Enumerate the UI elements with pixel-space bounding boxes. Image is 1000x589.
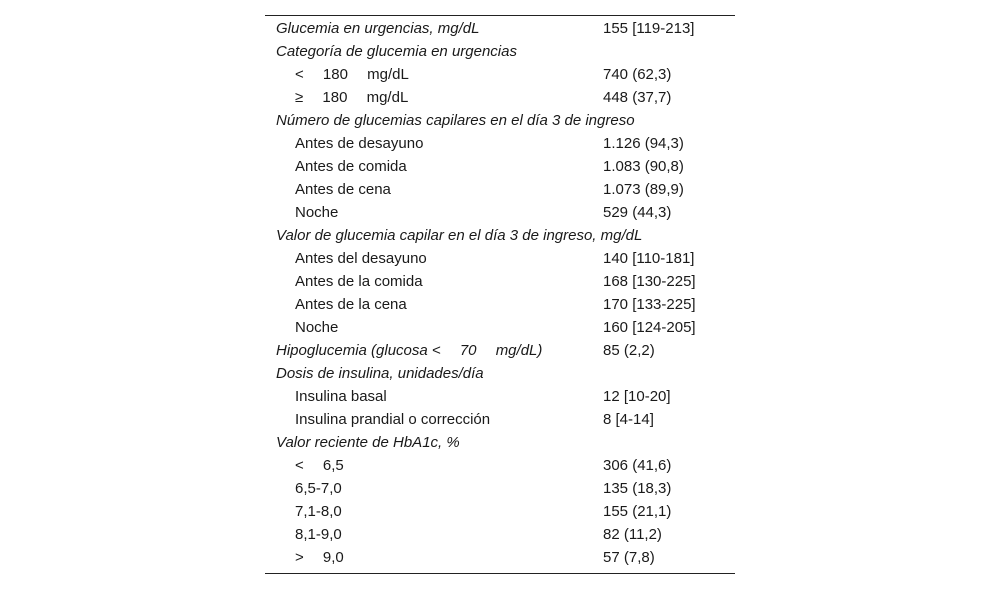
row-value: 57 (7,8) (603, 549, 655, 566)
table-row (265, 155, 735, 178)
row-value: 1.126 (94,3) (603, 135, 684, 152)
clinical-data-table (265, 15, 735, 574)
row-label: Antes de cena (295, 181, 391, 198)
row-label: Insulina prandial o corrección (295, 411, 491, 428)
row-label: Valor de glucemia capilar en el día 3 de ingreso, mg/dL (276, 227, 643, 244)
row-label: > 9,0 (295, 549, 344, 566)
row-value: 140 [110-181] (603, 250, 695, 267)
row-label: Antes de comida (295, 158, 407, 175)
table-row (265, 546, 735, 569)
row-value: 135 (18,3) (603, 480, 672, 497)
table-row (265, 454, 735, 477)
row-value: 170 [133-225] (603, 296, 696, 313)
table-row (265, 500, 735, 523)
row-label: Antes de desayuno (295, 135, 424, 152)
row-label: Valor reciente de HbA1c, % (276, 434, 460, 451)
table-row (265, 109, 735, 132)
row-label: Noche (295, 319, 339, 336)
row-value: 1.073 (89,9) (603, 181, 684, 198)
row-label: Antes del desayuno (295, 250, 427, 267)
table-row (265, 293, 735, 316)
row-value: 1.083 (90,8) (603, 158, 684, 175)
row-label: < 180 mg/dL (295, 66, 409, 83)
row-value: 529 (44,3) (603, 204, 672, 221)
row-label: 6,5-7,0 (295, 480, 342, 497)
table-row (265, 247, 735, 270)
table-row (265, 178, 735, 201)
row-label: Glucemia en urgencias, mg/dL (276, 20, 480, 37)
table-row (265, 17, 735, 40)
row-label: Antes de la cena (295, 296, 407, 313)
table-row (265, 408, 735, 431)
table-row (265, 63, 735, 86)
row-label: Dosis de insulina, unidades/día (276, 365, 484, 382)
table-row (265, 523, 735, 546)
row-label: Número de glucemias capilares en el día 3 de ingreso (276, 112, 635, 129)
row-value: 8 [4-14] (603, 411, 654, 428)
row-value: 155 [119-213] (603, 20, 695, 37)
table-row (265, 40, 735, 63)
row-label: Insulina basal (295, 388, 387, 405)
row-label: 8,1-9,0 (295, 526, 342, 543)
row-label: Antes de la comida (295, 273, 423, 290)
row-label: Hipoglucemia (glucosa < 70 mg/dL) (276, 342, 543, 359)
row-value: 85 (2,2) (603, 342, 655, 359)
row-label: < 6,5 (295, 457, 344, 474)
row-value: 155 (21,1) (603, 503, 672, 520)
table-row (265, 477, 735, 500)
row-label: Categoría de glucemia en urgencias (276, 43, 517, 60)
table-row (265, 224, 735, 247)
table-row (265, 339, 735, 362)
table-row (265, 431, 735, 454)
table-row (265, 316, 735, 339)
table-row (265, 132, 735, 155)
row-value: 82 (11,2) (603, 526, 662, 543)
row-value: 306 (41,6) (603, 457, 672, 474)
row-value: 12 [10-20] (603, 388, 671, 405)
table-row (265, 86, 735, 109)
row-value: 740 (62,3) (603, 66, 672, 83)
table-row (265, 362, 735, 385)
table-row (265, 270, 735, 293)
row-value: 168 [130-225] (603, 273, 696, 290)
row-value: 160 [124-205] (603, 319, 696, 336)
row-value: 448 (37,7) (603, 89, 672, 106)
table-row (265, 385, 735, 408)
table-row (265, 201, 735, 224)
row-label: ≥ 180 mg/dL (295, 89, 409, 106)
row-label: 7,1-8,0 (295, 503, 342, 520)
row-label: Noche (295, 204, 339, 221)
